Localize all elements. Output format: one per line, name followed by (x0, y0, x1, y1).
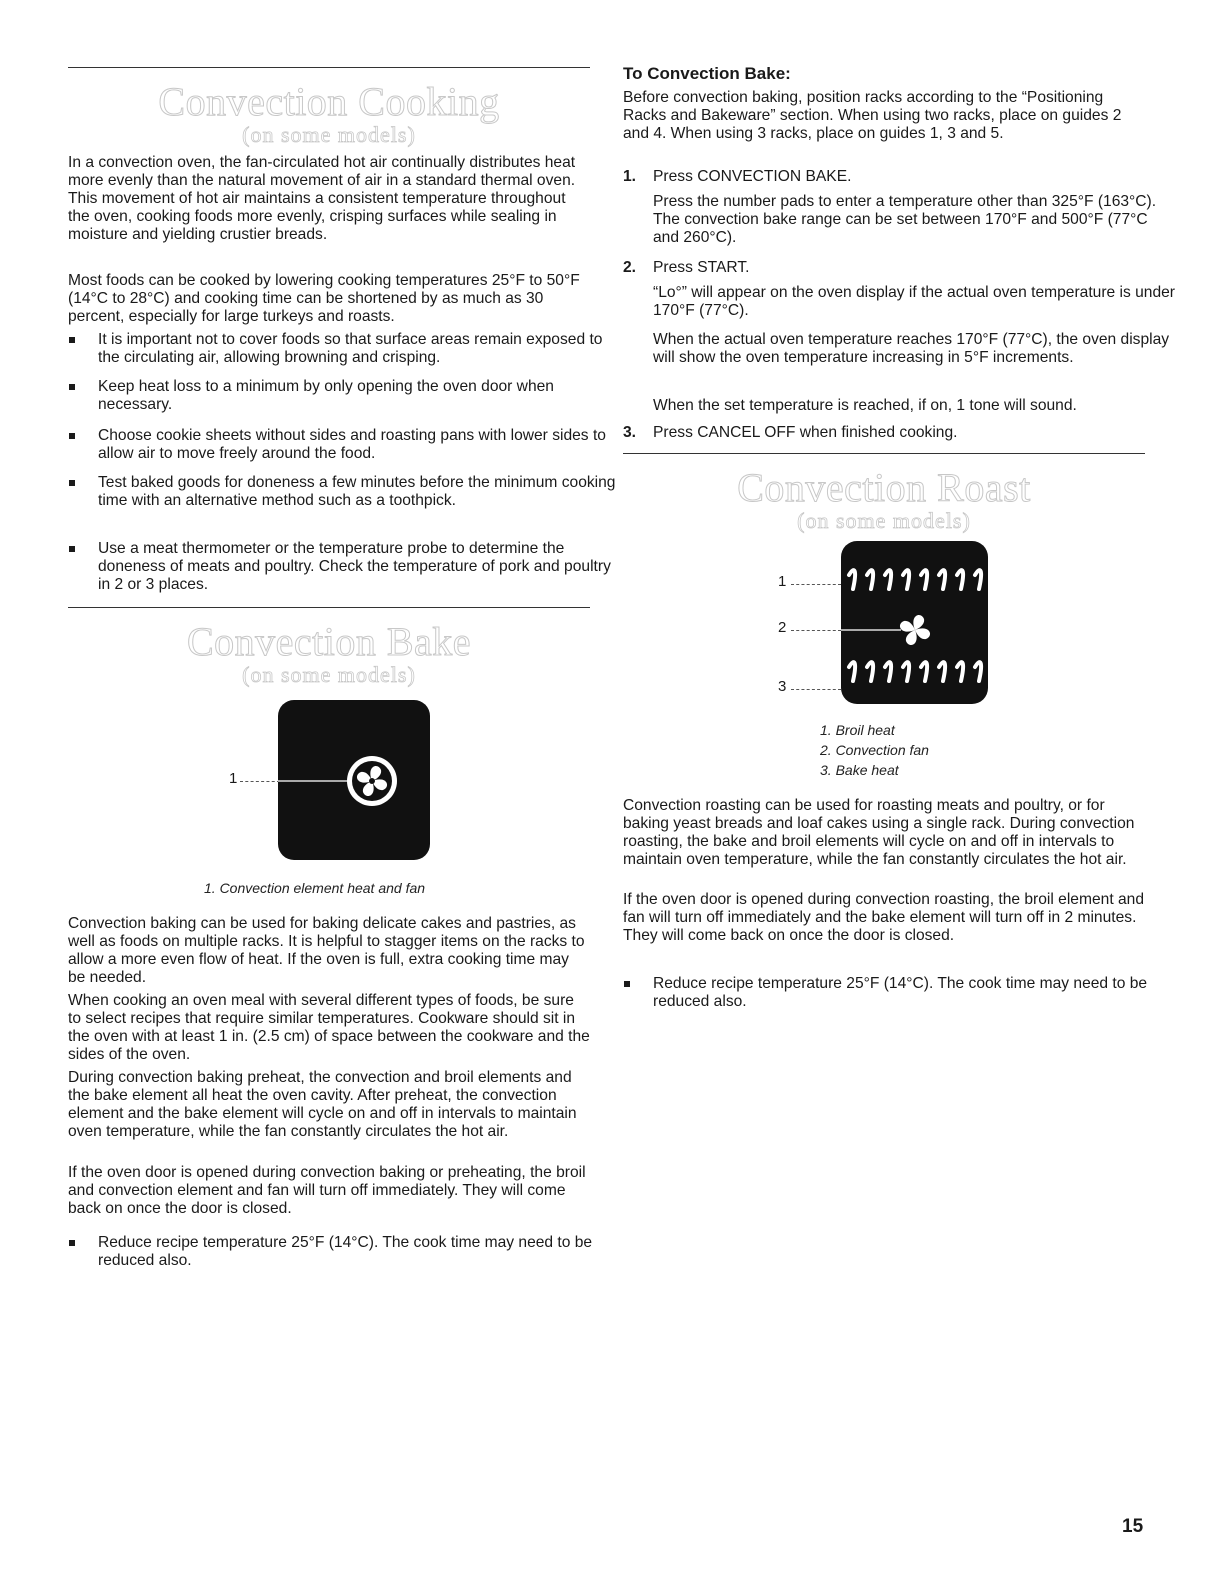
convection-bake-subtitle: (on some models) (242, 662, 416, 687)
page-number: 15 (1122, 1516, 1144, 1537)
heating-element-and-fan-icon (841, 541, 988, 704)
convection-bake-para-2: When cooking an oven meal with several different types of foods, be sure to select recipes that require similar temperatures. Cookware should sit in the oven with at least 1 in. (2.5 cm) of space between the cookware and the sides of the oven. (68, 992, 590, 1063)
convection-roast-subtitle: (on some models) (797, 508, 971, 533)
convection-roast-para-1: Convection roasting can be used for roasting meats and poultry, or for baking yeast breads and loaf cakes using a single rack. During convection roasting, the bake and broil elements will cycle on and off in intervals to maintain oven temperature, while the fan constantly circulates the hot air. (623, 797, 1135, 868)
step-detail: When the actual oven temperature reaches 170°F (77°C), the oven display will show the oven temperature increasing in 5°F increments. (653, 331, 1170, 366)
convection-roast-caption-2: 2. Convection fan (820, 742, 929, 758)
step-title: Press START. (653, 259, 750, 276)
section-rule (623, 453, 1145, 454)
section-rule (68, 67, 590, 68)
list-item: Use a meat thermometer or the temperature probe to determine the doneness of meats and poultry. Check the temperature of pork and poultry in 2 or 3 places. (68, 540, 620, 594)
step-2 (623, 259, 1175, 277)
step-detail: When the set temperature is reached, if on, 1 tone will sound. (653, 397, 1077, 414)
broil-element-icon (849, 570, 981, 589)
convection-roast-para-2: If the oven door is opened during convection roasting, the broil element and fan will turn off immediately and the bake element will turn off in 2 minutes. They will come back on once the door is closed. (623, 891, 1144, 944)
convection-fan-glyph (900, 615, 930, 645)
list-item: Reduce recipe temperature 25°F (14°C). The cook time may need to be reduced also. (68, 1234, 620, 1270)
step-3 (623, 424, 1175, 442)
step-1 (623, 168, 1175, 186)
callout-leader (240, 781, 280, 782)
convection-roast-caption-1: 1. Broil heat (820, 722, 895, 738)
callout-number: 3 (778, 678, 787, 695)
bake-element-icon (849, 662, 981, 681)
convection-cooking-para-2: Most foods can be cooked by lowering cooking temperatures 25°F to 50°F (14°C to 28°C) and cooking time can be shortened by as much as 30 percent, especially for large turkeys and roasts. (68, 272, 580, 325)
step-number: 1. (623, 168, 637, 185)
list-item: Reduce recipe temperature 25°F (14°C). The cook time may need to be reduced also. (623, 975, 1175, 1011)
convection-bake-caption: 1. Convection element heat and fan (204, 880, 426, 896)
to-convection-bake-intro: Before convection baking, position racks according to the “Positioning Racks and Bakeware” section. When using two racks, place on guides 2 and 4. When using 3 racks, place on guides 1, 3 and 5. (623, 89, 1122, 142)
callout-number: 1 (229, 770, 238, 787)
convection-bake-para-1: Convection baking can be used for baking delicate cakes and pastries, as well as foods on multiple racks. It is helpful to stagger items on the racks to allow a more even flow of heat. If the oven is full, extra cooking time may be needed. (68, 915, 585, 986)
list-item: Test baked goods for doneness a few minutes before the minimum cooking time with an alternative method such as a toothpick. (68, 474, 620, 510)
step-detail: Press the number pads to enter a temperature other than 325°F (163°C). The convection bake range can be set between 170°F and 500°F (77°C and 260°C). (653, 193, 1157, 246)
to-convection-bake-heading: To Convection Bake: (623, 64, 791, 83)
callout-number: 2 (778, 619, 787, 636)
convection-bake-para-4: If the oven door is opened during convection baking or preheating, the broil and convection element and fan will turn off immediately. They will come back on once the door is closed. (68, 1164, 586, 1217)
step-title: Press CONVECTION BAKE. (653, 168, 852, 185)
convection-cooking-title: Convection Cooking (158, 79, 500, 124)
convection-cooking-para-1: In a convection oven, the fan-circulated hot air continually distributes heat more evenly than the natural movement of air in a standard thermal oven. This movement of hot air maintains a consistent temperature throughout the oven, cooking foods more evenly, crisping surfaces while sealing in moisture and yielding crustier breads. (68, 154, 576, 243)
convection-roast-title: Convection Roast (737, 465, 1031, 510)
section-rule (68, 607, 590, 608)
step-detail: “Lo°” will appear on the oven display if the actual oven temperature is under 170°F (77°C). (653, 284, 1175, 319)
step-number: 2. (623, 259, 637, 276)
step-number: 3. (623, 424, 637, 441)
callout-leader (791, 630, 841, 631)
callout-number: 1 (778, 573, 787, 590)
convection-roast-caption-3: 3. Bake heat (820, 762, 899, 778)
list-item: It is important not to cover foods so that surface areas remain exposed to the circulating air, allowing browning and crisping. (68, 331, 620, 367)
convection-cooking-subtitle: (on some models) (242, 122, 416, 147)
fan-icon (278, 700, 430, 860)
convection-bake-para-3: During convection baking preheat, the convection and broil elements and the bake element all heat the oven cavity. After preheat, the convection element and the bake element will cycle on and off in intervals to maintain oven temperature, while the fan constantly circulates the hot air. (68, 1069, 577, 1140)
list-item: Choose cookie sheets without sides and roasting pans with lower sides to allow air to move freely around the food. (68, 427, 620, 463)
list-item: Keep heat loss to a minimum by only opening the oven door when necessary. (68, 378, 620, 414)
callout-leader (791, 689, 841, 690)
convection-bake-title: Convection Bake (186, 619, 472, 664)
callout-leader (791, 584, 841, 585)
step-title: Press CANCEL OFF when finished cooking. (653, 424, 958, 441)
